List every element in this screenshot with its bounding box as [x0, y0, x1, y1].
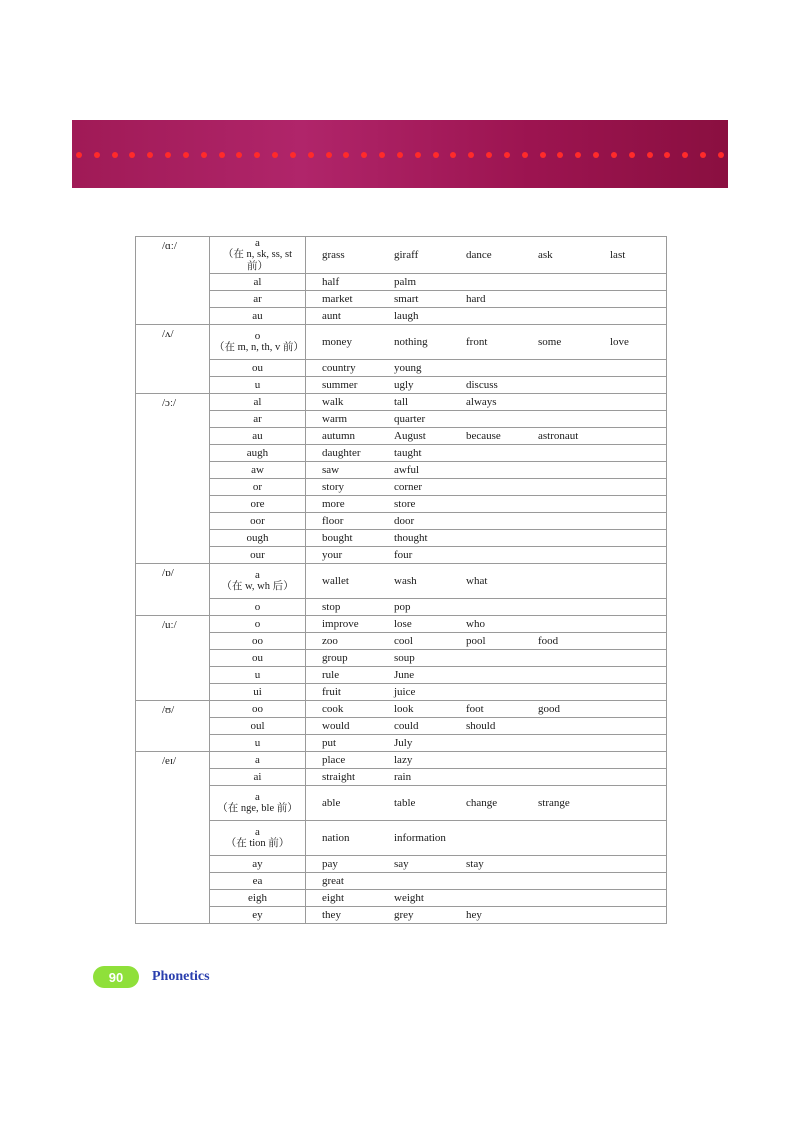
banner-dot: [522, 152, 528, 158]
spelling-pattern: al: [253, 396, 262, 408]
spelling-pattern: aw: [251, 464, 264, 476]
spelling-pattern: o: [254, 618, 261, 630]
example-word: would: [322, 720, 350, 732]
banner-dot: [272, 152, 278, 158]
example-word: palm: [394, 276, 416, 288]
spelling-pattern: a: [255, 791, 260, 803]
table-row: [136, 479, 667, 496]
table-row: [136, 237, 667, 274]
banner-dot: [540, 152, 546, 158]
phonetics-table: [135, 236, 667, 924]
table-row: [136, 633, 667, 650]
example-words-cell: [306, 411, 667, 428]
example-word: table: [394, 797, 416, 809]
example-word: young: [394, 362, 422, 374]
spelling-note: （在 w, wh 后）: [221, 581, 294, 592]
spelling-cell: [210, 530, 306, 547]
example-words-cell: [306, 479, 667, 496]
table-row: [136, 667, 667, 684]
spelling-cell: [210, 667, 306, 684]
example-word: autumn: [322, 430, 355, 442]
example-word: juice: [394, 686, 416, 698]
example-word: eight: [322, 892, 344, 904]
example-word: soup: [394, 652, 415, 664]
spelling-cell: [210, 564, 306, 599]
banner-dot: [147, 152, 153, 158]
page-number: 90: [108, 969, 124, 985]
banner-dot: [183, 152, 189, 158]
banner-dot: [700, 152, 706, 158]
spelling-pattern: ou: [252, 652, 263, 664]
example-words-cell: [306, 462, 667, 479]
spelling-cell: [210, 752, 306, 769]
example-word: story: [322, 481, 344, 493]
banner-dot: [379, 152, 385, 158]
spelling-cell: [210, 856, 306, 873]
example-word: change: [466, 797, 498, 809]
example-word: pool: [466, 635, 486, 647]
spelling-pattern: a: [255, 754, 260, 766]
example-word: hard: [466, 293, 486, 305]
chapter-banner: [72, 120, 728, 188]
table-row: [136, 564, 667, 599]
example-word: rule: [322, 669, 340, 681]
banner-dot: [486, 152, 492, 158]
table-row: [136, 786, 667, 821]
table-row: [136, 325, 667, 360]
table-row: [136, 530, 667, 547]
example-word: floor: [322, 515, 344, 527]
example-word: straight: [322, 771, 355, 783]
table-row: [136, 428, 667, 445]
banner-dot: [647, 152, 653, 158]
example-words-cell: [306, 735, 667, 752]
example-word: place: [322, 754, 346, 766]
example-word: who: [466, 618, 485, 630]
example-word: aunt: [322, 310, 341, 322]
spelling-cell: [210, 428, 306, 445]
page-number-badge: [93, 966, 139, 988]
example-word: great: [322, 875, 344, 887]
spelling-pattern: au: [252, 310, 263, 322]
spelling-cell: [210, 684, 306, 701]
phonetic-symbol: /ɑː/: [136, 237, 210, 325]
example-word: June: [394, 669, 415, 681]
example-word: giraff: [394, 249, 419, 261]
example-word: warm: [322, 413, 348, 425]
example-word: summer: [322, 379, 358, 391]
table-row: [136, 599, 667, 616]
banner-dot: [343, 152, 349, 158]
table-row: [136, 752, 667, 769]
phonetic-symbol: /uː/: [136, 616, 210, 701]
example-words-cell: [306, 616, 667, 633]
example-word: quarter: [394, 413, 426, 425]
example-words-cell: [306, 547, 667, 564]
table-row: [136, 684, 667, 701]
table-row: [136, 856, 667, 873]
table-row: [136, 718, 667, 735]
spelling-cell: [210, 735, 306, 752]
table-row: [136, 701, 667, 718]
example-word: tall: [394, 396, 409, 408]
example-word: saw: [322, 464, 340, 476]
example-word: laugh: [394, 310, 419, 322]
banner-dot: [76, 152, 82, 158]
example-word: strange: [538, 797, 570, 809]
spelling-cell: [210, 650, 306, 667]
table-row: [136, 873, 667, 890]
example-word: weight: [394, 892, 424, 904]
spelling-cell: [210, 274, 306, 291]
table-row: [136, 377, 667, 394]
table-row: [136, 821, 667, 856]
example-word: love: [610, 336, 629, 348]
example-words-cell: [306, 769, 667, 786]
example-word: what: [466, 575, 488, 587]
example-word: money: [322, 336, 352, 348]
spelling-note: （在 m, n, th, v 前）: [214, 342, 304, 353]
spelling-pattern: a: [255, 826, 260, 838]
example-word: smart: [394, 293, 419, 305]
spelling-cell: [210, 308, 306, 325]
example-words-cell: [306, 308, 667, 325]
example-word: discuss: [466, 379, 498, 391]
table-row: [136, 411, 667, 428]
table-row: [136, 890, 667, 907]
example-word: fruit: [322, 686, 341, 698]
spelling-pattern: ou: [252, 362, 263, 374]
example-word: look: [394, 703, 414, 715]
spelling-cell: [210, 616, 306, 633]
example-word: ugly: [394, 379, 414, 391]
spelling-cell: [210, 701, 306, 718]
banner-dot-row: [76, 151, 724, 159]
spelling-cell: [210, 890, 306, 907]
example-word: astronaut: [538, 430, 579, 442]
spelling-note: （在 tion 前）: [225, 838, 290, 849]
spelling-pattern: ui: [253, 686, 262, 698]
example-words-cell: [306, 667, 667, 684]
example-word: able: [322, 797, 341, 809]
banner-dot: [254, 152, 260, 158]
spelling-cell: [210, 547, 306, 564]
example-word: dance: [466, 249, 492, 261]
table-row: [136, 462, 667, 479]
spelling-cell: [210, 496, 306, 513]
spelling-pattern: u: [254, 379, 261, 391]
example-words-cell: [306, 394, 667, 411]
example-word: last: [610, 249, 626, 261]
example-word: nation: [322, 832, 350, 844]
example-words-cell: [306, 291, 667, 308]
banner-dot: [664, 152, 670, 158]
example-word: door: [394, 515, 415, 527]
spelling-pattern: ay: [252, 858, 263, 870]
example-words-cell: [306, 856, 667, 873]
example-words-cell: [306, 377, 667, 394]
banner-dot: [165, 152, 171, 158]
phonetic-symbol: /ʌ/: [136, 325, 210, 394]
spelling-pattern: or: [252, 481, 263, 493]
spelling-cell: [210, 377, 306, 394]
spelling-cell: [210, 411, 306, 428]
spelling-pattern: our: [250, 549, 265, 561]
example-word: wash: [394, 575, 417, 587]
example-word: taught: [394, 447, 422, 459]
example-words-cell: [306, 564, 667, 599]
example-words-cell: [306, 650, 667, 667]
spelling-pattern: al: [253, 276, 262, 288]
spelling-pattern: ey: [252, 909, 263, 921]
spelling-pattern: ea: [252, 875, 263, 887]
example-word: improve: [322, 618, 359, 630]
example-words-cell: [306, 684, 667, 701]
example-word: store: [394, 498, 416, 510]
spelling-pattern: oor: [250, 515, 265, 527]
example-word: put: [322, 737, 337, 749]
example-word: more: [322, 498, 345, 510]
table-row: [136, 547, 667, 564]
spelling-pattern: ai: [253, 771, 262, 783]
example-word: say: [394, 858, 409, 870]
spelling-pattern: a: [255, 569, 260, 581]
example-word: zoo: [322, 635, 338, 647]
spelling-cell: [210, 633, 306, 650]
example-word: grey: [394, 909, 414, 921]
spelling-cell: [210, 325, 306, 360]
spelling-pattern: u: [254, 669, 261, 681]
spelling-cell: [210, 462, 306, 479]
spelling-cell: [210, 718, 306, 735]
banner-dot: [201, 152, 207, 158]
spelling-pattern: oo: [252, 635, 263, 647]
example-words-cell: [306, 599, 667, 616]
banner-dot: [112, 152, 118, 158]
table-row: [136, 496, 667, 513]
phonetic-symbol: /eɪ/: [136, 752, 210, 924]
footer-title: Phonetics: [152, 969, 210, 984]
example-word: bought: [322, 532, 353, 544]
spelling-note: （在 nge, ble 前）: [217, 803, 298, 814]
example-word: could: [394, 720, 419, 732]
banner-dot: [593, 152, 599, 158]
banner-dot: [433, 152, 439, 158]
banner-dot: [450, 152, 456, 158]
example-word: foot: [466, 703, 484, 715]
example-word: walk: [322, 396, 344, 408]
spelling-cell: [210, 479, 306, 496]
spelling-pattern: o: [254, 330, 261, 342]
spelling-cell: [210, 821, 306, 856]
banner-dot: [718, 152, 724, 158]
example-words-cell: [306, 786, 667, 821]
banner-dot: [290, 152, 296, 158]
example-words-cell: [306, 530, 667, 547]
table-row: [136, 274, 667, 291]
spelling-pattern: eigh: [248, 892, 267, 904]
example-word: good: [538, 703, 560, 715]
example-words-cell: [306, 325, 667, 360]
spelling-cell: [210, 445, 306, 462]
example-words-cell: [306, 274, 667, 291]
banner-dot: [682, 152, 688, 158]
spelling-cell: [210, 873, 306, 890]
spelling-pattern: a: [255, 237, 260, 249]
example-word: stay: [466, 858, 484, 870]
spelling-cell: [210, 769, 306, 786]
example-word: ask: [538, 249, 553, 261]
example-words-cell: [306, 360, 667, 377]
spelling-pattern: ore: [250, 498, 265, 510]
example-word: your: [322, 549, 343, 561]
spelling-pattern: au: [252, 430, 263, 442]
banner-dot: [219, 152, 225, 158]
example-words-cell: [306, 821, 667, 856]
example-word: August: [394, 430, 426, 442]
banner-dot: [397, 152, 403, 158]
phonetic-symbol: /ɔː/: [136, 394, 210, 564]
table-row: [136, 616, 667, 633]
example-word: lose: [394, 618, 412, 630]
example-words-cell: [306, 873, 667, 890]
table-row: [136, 769, 667, 786]
example-word: corner: [394, 481, 423, 493]
example-word: July: [394, 737, 413, 749]
table-row: [136, 650, 667, 667]
spelling-note: （在 n, sk, ss, st 前）: [222, 249, 293, 272]
example-words-cell: [306, 752, 667, 769]
table-row: [136, 360, 667, 377]
table-row: [136, 308, 667, 325]
example-words-cell: [306, 428, 667, 445]
spelling-pattern: oo: [252, 703, 263, 715]
example-word: they: [322, 909, 341, 921]
example-word: stop: [322, 601, 341, 613]
example-word: should: [466, 720, 496, 732]
example-words-cell: [306, 701, 667, 718]
banner-dot: [468, 152, 474, 158]
spelling-cell: [210, 360, 306, 377]
example-words-cell: [306, 445, 667, 462]
table-row: [136, 445, 667, 462]
banner-dot: [629, 152, 635, 158]
example-word: rain: [394, 771, 412, 783]
example-words-cell: [306, 513, 667, 530]
banner-dot: [129, 152, 135, 158]
spelling-cell: [210, 786, 306, 821]
example-word: lazy: [394, 754, 413, 766]
example-word: food: [538, 635, 559, 647]
table-row: [136, 735, 667, 752]
example-words-cell: [306, 633, 667, 650]
example-word: front: [466, 336, 488, 348]
example-words-cell: [306, 496, 667, 513]
spelling-pattern: oul: [250, 720, 265, 732]
table-row: [136, 291, 667, 308]
example-word: cool: [394, 635, 413, 647]
banner-dot: [557, 152, 563, 158]
banner-dot: [326, 152, 332, 158]
example-words-cell: [306, 907, 667, 924]
example-word: pay: [322, 858, 338, 870]
spelling-pattern: ough: [246, 532, 269, 544]
spelling-cell: [210, 599, 306, 616]
spelling-cell: [210, 291, 306, 308]
example-word: nothing: [394, 336, 428, 348]
example-word: thought: [394, 532, 428, 544]
example-word: group: [322, 652, 348, 664]
spelling-pattern: u: [254, 737, 261, 749]
banner-dot: [575, 152, 581, 158]
example-word: four: [394, 549, 413, 561]
banner-dot: [415, 152, 421, 158]
example-word: cook: [322, 703, 344, 715]
example-word: awful: [394, 464, 420, 476]
spelling-cell: [210, 907, 306, 924]
spelling-cell: [210, 394, 306, 411]
example-word: always: [466, 396, 497, 408]
phonetic-symbol: /ʊ/: [136, 701, 210, 752]
example-word: market: [322, 293, 353, 305]
example-word: pop: [394, 601, 411, 613]
example-word: country: [322, 362, 356, 374]
spelling-pattern: o: [254, 601, 261, 613]
banner-dot: [361, 152, 367, 158]
banner-dot: [611, 152, 617, 158]
phonetic-symbol: /ɒ/: [136, 564, 210, 616]
banner-dot: [308, 152, 314, 158]
spelling-pattern: ar: [253, 293, 262, 305]
example-word: wallet: [322, 575, 349, 587]
table-row: [136, 513, 667, 530]
spelling-cell: [210, 513, 306, 530]
banner-dot: [504, 152, 510, 158]
example-word: because: [466, 430, 501, 442]
banner-dot: [236, 152, 242, 158]
example-word: half: [322, 276, 340, 288]
spelling-pattern: ar: [253, 413, 262, 425]
table-row: [136, 394, 667, 411]
example-words-cell: [306, 718, 667, 735]
example-words-cell: [306, 237, 667, 274]
spelling-cell: [210, 237, 306, 274]
example-word: daughter: [322, 447, 361, 459]
example-word: hey: [466, 909, 482, 921]
table-row: [136, 907, 667, 924]
example-word: grass: [322, 249, 345, 261]
example-word: information: [394, 832, 446, 844]
example-word: some: [538, 336, 562, 348]
banner-dot: [94, 152, 100, 158]
spelling-pattern: augh: [246, 447, 269, 459]
example-words-cell: [306, 890, 667, 907]
